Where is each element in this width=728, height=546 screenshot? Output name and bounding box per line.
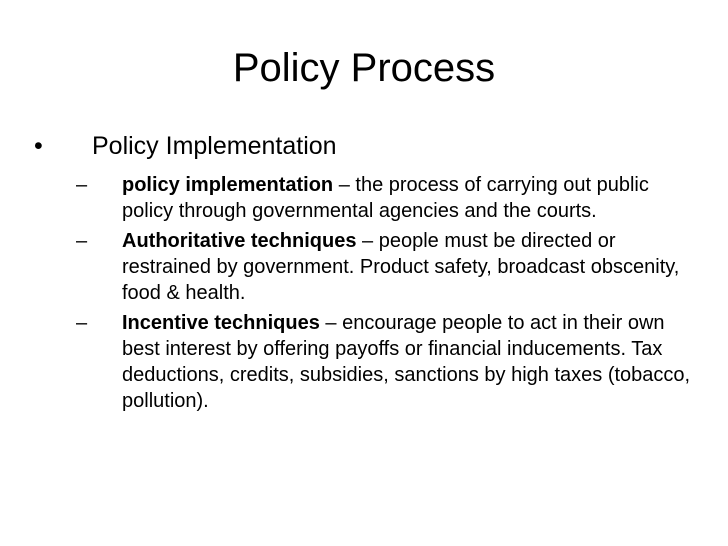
bullet-marker: • [34, 132, 43, 160]
dash-marker: – [76, 312, 88, 334]
definition-policy-implementation: – the process of carrying out public policy through governmental agencies and the courts. [122, 174, 649, 222]
term-authoritative-techniques: Authoritative techniques [122, 230, 357, 252]
sub-bullet-authoritative-techniques [76, 228, 696, 306]
sub-bullet-list [76, 172, 696, 418]
slide-title: Policy Process [232, 46, 496, 90]
dash-marker: – [76, 174, 88, 196]
sub-bullet-incentive-techniques [76, 310, 696, 414]
definition-authoritative-techniques: – people must be directed or restrained by government. Product safety, broadcast obscenity, food & health. [122, 230, 680, 304]
term-incentive-techniques: Incentive techniques [122, 312, 320, 334]
term-policy-implementation: policy implementation [122, 174, 334, 196]
definition-incentive-techniques: – encourage people to act in their own best interest by offering payoffs or financial inducements. Tax deductions, credits, subsidies, sanctions by high taxes (tobacco, pollution). [122, 312, 691, 412]
dash-marker: – [76, 230, 88, 252]
sub-bullet-policy-implementation [76, 172, 696, 224]
main-bullet-text: Policy Implementation [92, 132, 337, 160]
